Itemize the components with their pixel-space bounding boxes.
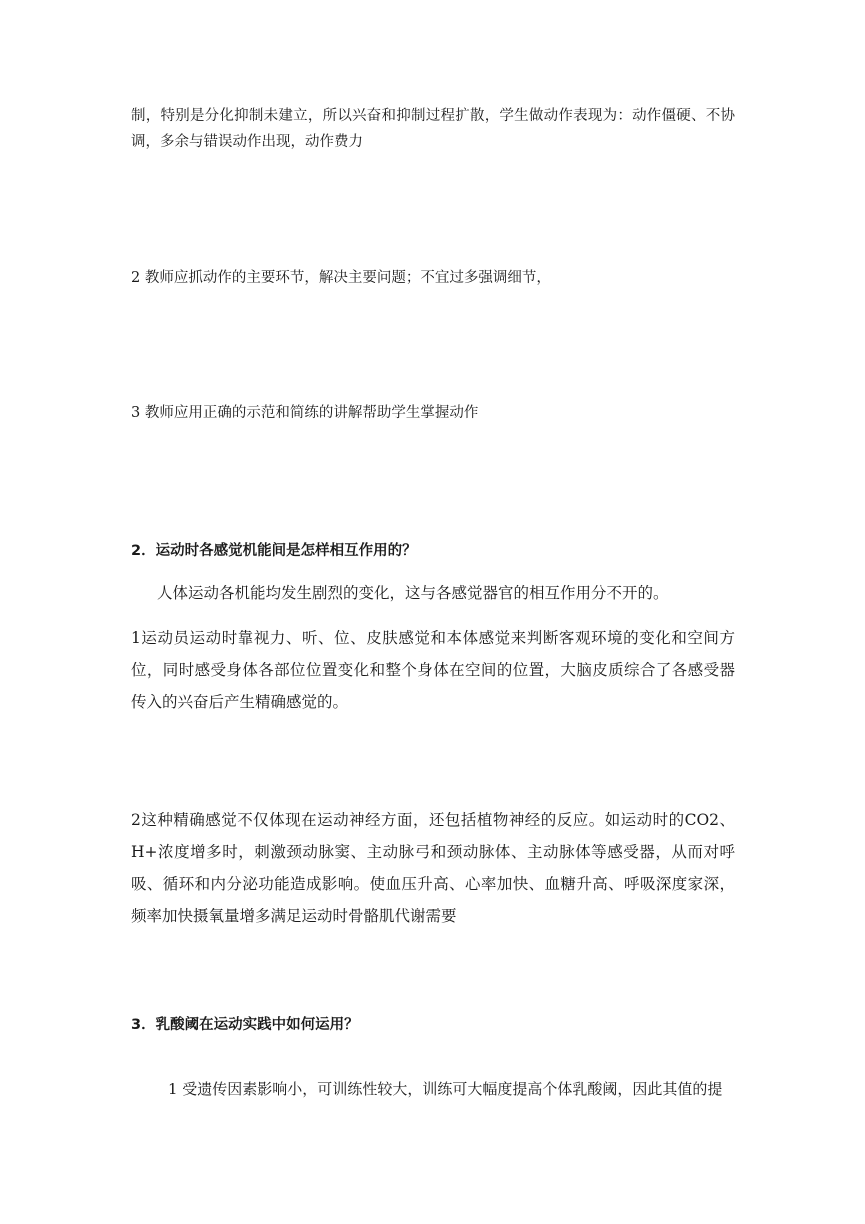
paragraph-section-2-intro: 人体运动各机能均发生剧烈的变化，这与各感觉器官的相互作用分不开的。 (157, 584, 669, 602)
paragraph-point-2-key-links: 2 教师应抓动作的主要环节，解决主要问题；不宜过多强调细节， (131, 270, 551, 286)
paragraph-section-3-point-1: 1 受遗传因素影响小，可训练性较大，训练可大幅度提高个体乳酸阈，因此其值的提 (168, 1080, 723, 1098)
paragraph-section-2-point-1: 1运动员运动时靠视力、听、位、皮肤感觉和本体感觉来判断客观环境的变化和空间方位，同时感受身体各部位位置变化和整个身体在空间的位置，大脑皮质综合了各感受器传入的兴奋后产生精确感觉的。 (131, 629, 735, 711)
section-heading-2: 2．运动时各感觉机能间是怎样相互作用的？ (131, 543, 417, 559)
section-heading-3: 3．乳酸阈在运动实践中如何运用？ (131, 1017, 359, 1033)
paragraph-motor-inhibition: 制，特别是分化抑制未建立，所以兴奋和抑制过程扩散，学生做动作表现为：动作僵硬、不协调，多余与错误动作出现，动作费力 (131, 108, 735, 150)
paragraph-section-2-point-2: 2这种精确感觉不仅体现在运动神经方面，还包括植物神经的反应。如运动时的CO2、H+浓度增多时，刺激颈动脉窦、主动脉弓和颈动脉体、主动脉体等感受器，从而对呼吸、循环和内分泌功能造成影响。使血压升高、心率加快、血糖升高、呼吸深度家深，频率加快摄氧量增多满足运动时骨骼肌代谢需要 (131, 811, 735, 925)
paragraph-point-3-demonstration: 3 教师应用正确的示范和简练的讲解帮助学生掌握动作 (131, 405, 479, 421)
